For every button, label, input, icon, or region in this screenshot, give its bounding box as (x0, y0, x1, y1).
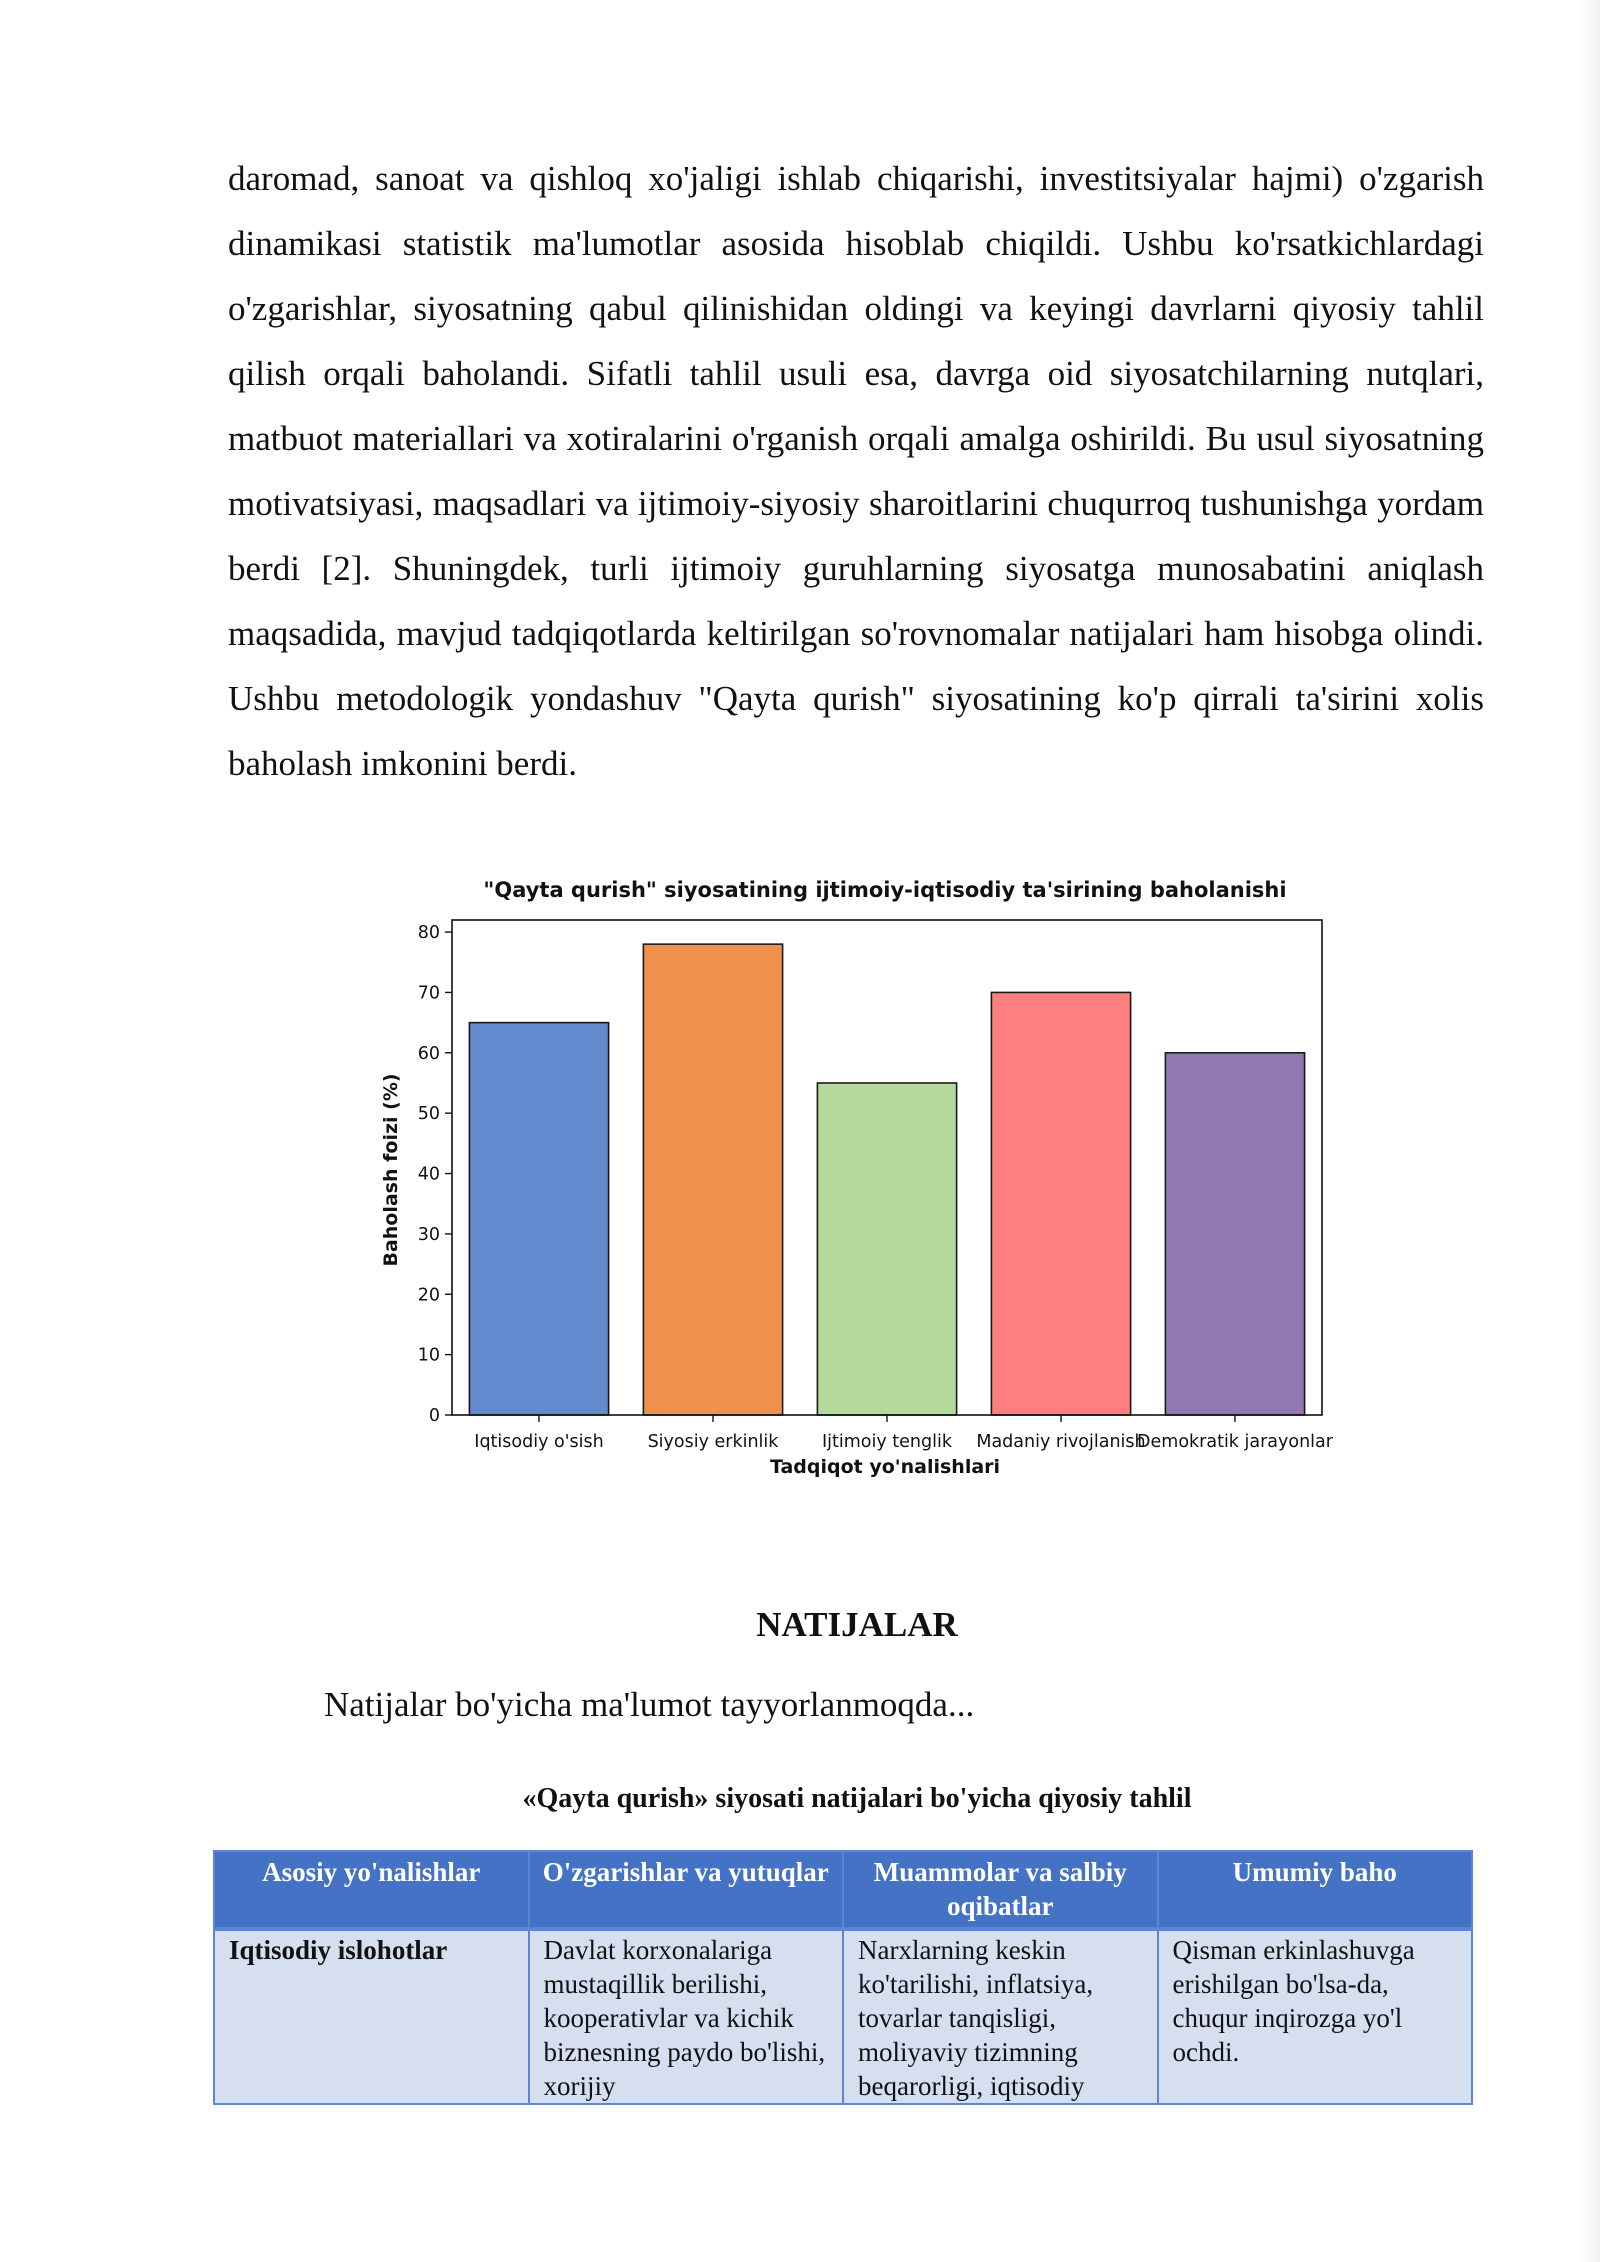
y-tick-label: 20 (417, 1285, 440, 1306)
table-cell-text: Narxlarning keskin ko'tarilishi, inflatsiya, tovarlar tanqisligi, moliyaviy tizimning beqarorligi, iqtisodiy (858, 1935, 1094, 2101)
page-edge-shadow (1578, 0, 1600, 2262)
chart-x-axis-label: Tadqiqot yo'nalishlari (769, 1456, 1001, 1478)
table-cell-text: Iqtisodiy islohotlar (229, 1935, 448, 1965)
comparison-table (213, 1850, 1473, 2105)
bar-chart (370, 865, 1340, 1485)
table-header-cell: Muammolar va salbiy oqibatlar (843, 1851, 1158, 1929)
y-tick-label: 50 (417, 1104, 440, 1125)
table-header-row (214, 1851, 1472, 1929)
bar-4 (1165, 1053, 1304, 1415)
y-tick-label: 10 (417, 1345, 440, 1366)
table-cell-text: Davlat korxonalariga mustaqillik berilishi, kooperativlar va kichik biznesning paydo bo'lishi, xorijiy (543, 1935, 826, 2101)
table-header-cell: Umumiy baho (1158, 1851, 1473, 1929)
table-cell (1158, 1929, 1473, 2104)
table-header-cell: Asosiy yo'nalishlar (214, 1851, 529, 1929)
x-tick-label: Iqtisodiy o'sish (474, 1432, 604, 1452)
results-heading: NATIJALAR (756, 1605, 958, 1644)
y-tick-label: 0 (428, 1406, 440, 1426)
x-tick-label: Madaniy rivojlanish (976, 1432, 1146, 1452)
y-tick-label: 40 (417, 1164, 440, 1185)
y-tick-label: 30 (417, 1224, 440, 1245)
chart-y-axis-label: Baholash foizi (%) (380, 1073, 402, 1267)
table-cell-text: Qisman erkinlashuvga erishilgan bo'lsa-da, chuqur inqirozga yo'l ochdi. (1172, 1935, 1415, 2067)
x-tick-label: Demokratik jarayonlar (1137, 1432, 1333, 1452)
y-tick-label: 70 (417, 983, 440, 1004)
table-cell (843, 1929, 1158, 2104)
y-tick-label: 80 (417, 923, 440, 944)
bar-2 (817, 1083, 956, 1415)
results-status-text: Natijalar bo'yicha ma'lumot tayyorlanmoqda... (324, 1685, 975, 1724)
body-paragraph: daromad, sanoat va qishloq xo'jaligi ishlab chiqarishi, investitsiyalar hajmi) o'zgarish dinamikasi statistik ma'lumotlar asosida hisoblab chiqildi. Ushbu ko'rsatkichlardagi o'zgarishlar, siyosatning qabul qilinishidan oldingi va keyingi davrlarni qiyosiy tahlil qilish orqali baholandi. Sifatli tahlil usuli esa, davrga oid siyosatchilarning nutqlari, matbuot materiallari va xotiralarini o'rganish orqali amalga oshirildi. Bu usul siyosatning motivatsiyasi, maqsadlari va ijtimoiy-siyosiy sharoitlarini chuqurroq tushunishga yordam berdi [2]. Shuningdek, turli ijtimoiy guruhlarning siyosatga munosabatini aniqlash maqsadida, mavjud tadqiqotlarda keltirilgan so'rovnomalar natijalari ham hisobga olindi. Ushbu metodologik yondashuv "Qayta qurish" siyosatining ko'p qirrali ta'sirini xolis baholash imkonini berdi. (228, 159, 1484, 783)
x-tick-label: Siyosiy erkinlik (647, 1432, 779, 1452)
table-row (214, 1929, 1472, 2104)
table-cell (529, 1929, 844, 2104)
chart-title: "Qayta qurish" siyosatining ijtimoiy-iqtisodiy ta'sirining baholanishi (483, 878, 1287, 902)
bar-3 (991, 992, 1130, 1415)
table-cell-row-label (214, 1929, 529, 2104)
bar-chart-svg (370, 865, 1340, 1485)
bar-0 (469, 1023, 608, 1415)
bar-1 (643, 944, 782, 1415)
chart-plot-area (418, 920, 1334, 1452)
table-caption: «Qayta qurish» siyosati natijalari bo'yicha qiyosiy tahlil (522, 1783, 1192, 1814)
y-tick-label: 60 (417, 1043, 440, 1064)
table-header-cell: O'zgarishlar va yutuqlar (529, 1851, 844, 1929)
x-tick-label: Ijtimoiy tenglik (822, 1432, 952, 1452)
